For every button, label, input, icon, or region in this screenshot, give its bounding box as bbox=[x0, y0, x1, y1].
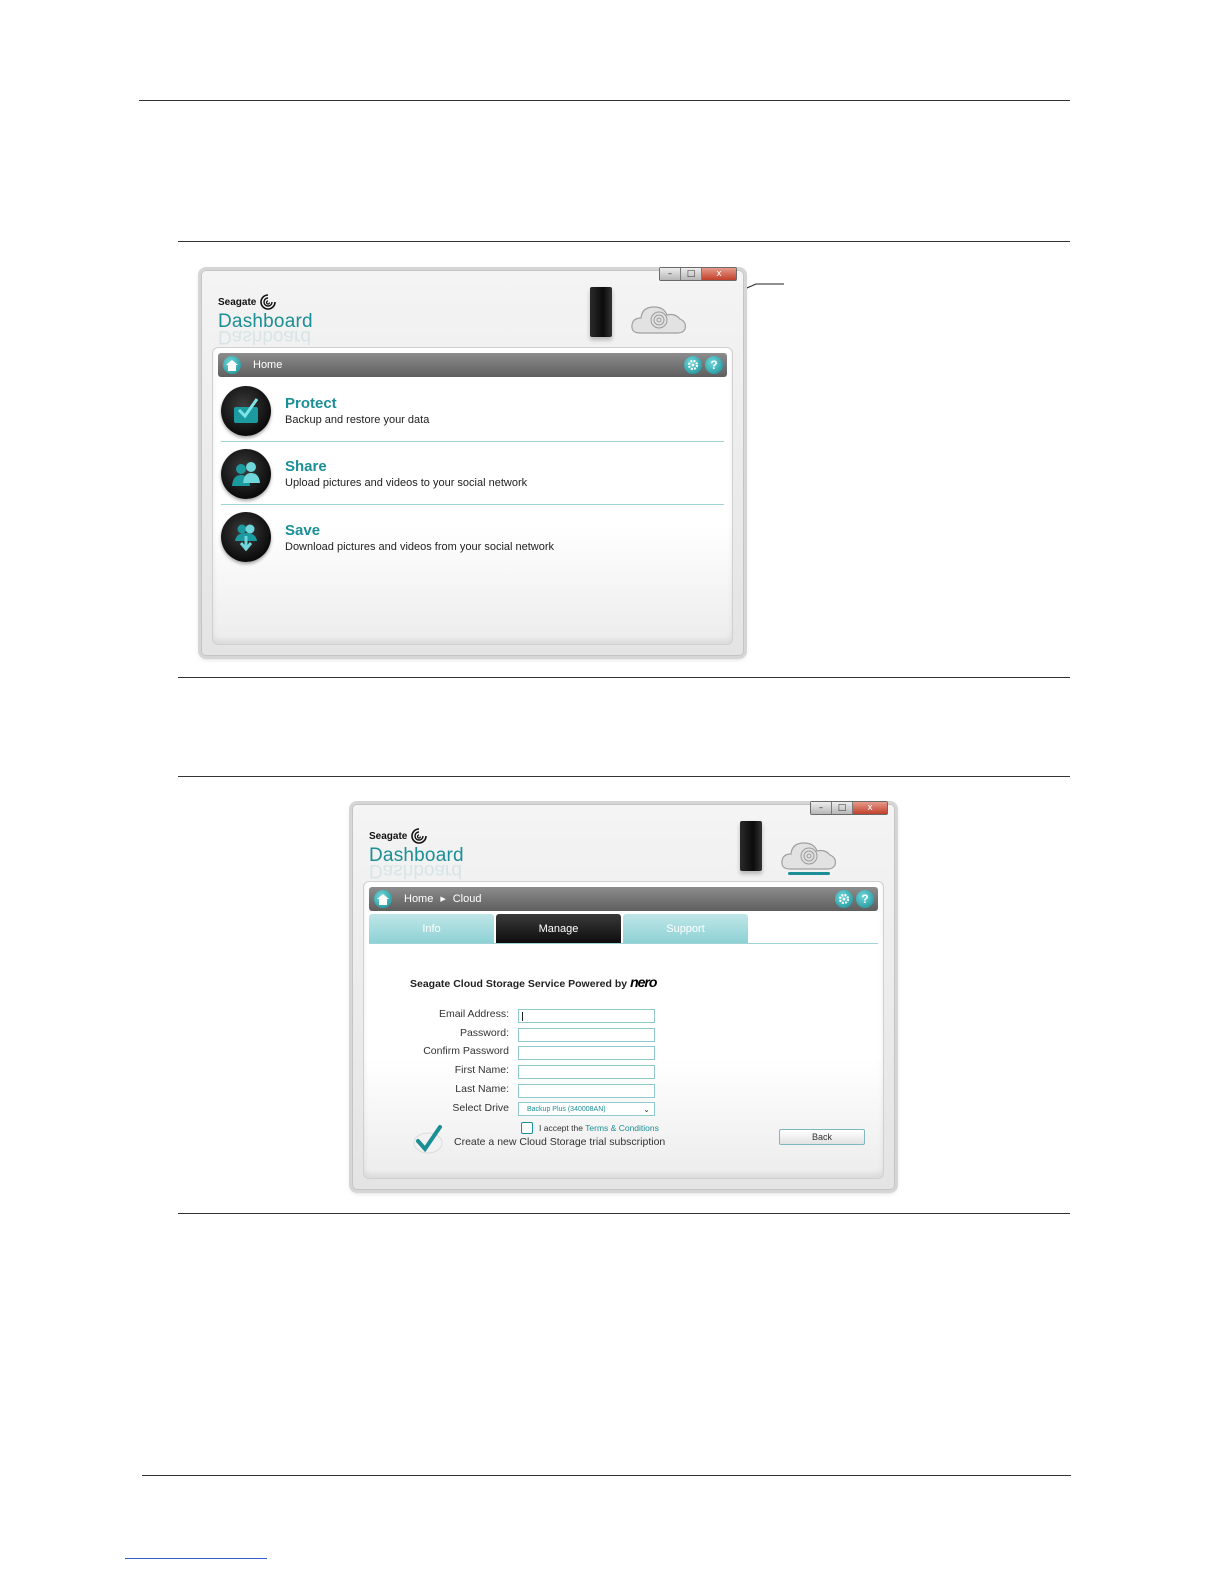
breadcrumb-current: Cloud bbox=[452, 893, 482, 905]
nero-logo: nero bbox=[630, 974, 657, 990]
last-name-field[interactable] bbox=[518, 1084, 655, 1098]
password-label: Password: bbox=[459, 1027, 509, 1039]
figure1-top-rule bbox=[178, 241, 1070, 242]
breadcrumb-arrow-icon: ▶ bbox=[440, 896, 446, 903]
confirm-password-field[interactable] bbox=[518, 1046, 655, 1060]
breadcrumb-home[interactable]: Home bbox=[253, 359, 283, 371]
form-title-text: Seagate Cloud Storage Service Powered by bbox=[410, 978, 628, 990]
breadcrumb-home[interactable]: Home bbox=[404, 893, 434, 905]
cloud-icon[interactable] bbox=[630, 301, 688, 337]
brand-reflection: Dashboard bbox=[369, 860, 462, 881]
maximize-button[interactable]: □ bbox=[681, 268, 702, 280]
first-name-label: First Name: bbox=[454, 1064, 509, 1076]
text-cursor bbox=[522, 1012, 523, 1021]
close-button[interactable]: x bbox=[853, 802, 887, 814]
navigation-bar bbox=[218, 353, 727, 377]
select-drive-dropdown[interactable] bbox=[518, 1102, 655, 1116]
menu-title: Protect bbox=[285, 395, 337, 412]
terms-link[interactable]: Terms & Conditions bbox=[585, 1123, 659, 1133]
first-name-field[interactable] bbox=[518, 1065, 655, 1079]
dashboard-home-window bbox=[201, 270, 744, 656]
password-field[interactable] bbox=[518, 1028, 655, 1042]
menu-item-protect[interactable] bbox=[221, 380, 724, 442]
tab-info[interactable]: Info bbox=[369, 914, 494, 943]
menu-description: Backup and restore your data bbox=[285, 414, 430, 426]
tab-bar bbox=[369, 914, 878, 944]
seagate-logo bbox=[369, 827, 464, 881]
menu-title: Save bbox=[285, 521, 321, 539]
cloud-panel bbox=[363, 881, 884, 1179]
save-icon bbox=[221, 512, 271, 562]
dashboard-cloud-window bbox=[352, 804, 895, 1190]
seagate-swirl-icon bbox=[409, 827, 429, 845]
menu-item-share[interactable] bbox=[221, 443, 724, 505]
window-controls bbox=[659, 267, 737, 281]
brand-company: Seagate bbox=[369, 830, 408, 842]
tab-manage[interactable]: Manage bbox=[496, 914, 621, 943]
cloud-icon[interactable] bbox=[780, 837, 838, 877]
settings-gear-icon[interactable] bbox=[835, 890, 853, 908]
email-field[interactable] bbox=[518, 1009, 655, 1023]
terms-prefix: I accept the bbox=[539, 1123, 583, 1133]
close-button[interactable]: x bbox=[702, 268, 736, 280]
terms-text bbox=[539, 1123, 659, 1133]
menu-description: Download pictures and videos from your social network bbox=[285, 540, 555, 553]
brand-product: Dashboard bbox=[218, 311, 313, 332]
minimize-button[interactable]: – bbox=[811, 802, 832, 814]
menu-title: Share bbox=[285, 458, 327, 475]
last-name-label: Last Name: bbox=[455, 1083, 509, 1095]
minimize-button[interactable]: – bbox=[660, 268, 681, 280]
maximize-button[interactable]: □ bbox=[832, 802, 853, 814]
back-button[interactable]: Back bbox=[779, 1129, 865, 1145]
drive-icon[interactable] bbox=[740, 821, 762, 871]
figure2-bottom-rule bbox=[178, 1213, 1070, 1214]
menu-description: Upload pictures and videos to your social network bbox=[285, 477, 528, 489]
drive-icon[interactable] bbox=[590, 287, 612, 337]
home-icon[interactable] bbox=[374, 890, 392, 908]
header-rule bbox=[139, 100, 1070, 101]
brand-product: Dashboard bbox=[369, 845, 464, 866]
form-title bbox=[410, 974, 656, 990]
brand-reflection: Dashboard bbox=[218, 326, 311, 347]
navigation-bar bbox=[369, 887, 878, 911]
seagate-swirl-icon bbox=[258, 293, 278, 311]
trial-subscription-text[interactable]: Create a new Cloud Storage trial subscription bbox=[454, 1136, 666, 1148]
home-icon[interactable] bbox=[223, 356, 241, 374]
checkmark-icon bbox=[412, 1123, 446, 1155]
tab-support[interactable]: Support bbox=[623, 914, 748, 943]
window-controls bbox=[810, 801, 888, 815]
home-panel bbox=[212, 347, 733, 645]
confirm-password-label: Confirm Password bbox=[423, 1045, 509, 1057]
footer-link-underline bbox=[125, 1558, 267, 1559]
email-label: Email Address: bbox=[438, 1008, 509, 1020]
seagate-logo bbox=[218, 293, 313, 347]
share-icon bbox=[221, 449, 271, 499]
terms-checkbox[interactable] bbox=[521, 1122, 533, 1134]
footer-rule bbox=[142, 1475, 1071, 1476]
select-drive-value: Backup Plus (340008AN) bbox=[527, 1105, 606, 1113]
figure2-top-rule bbox=[178, 776, 1070, 777]
help-icon[interactable]: ? bbox=[856, 890, 874, 908]
help-icon[interactable]: ? bbox=[705, 356, 723, 374]
select-drive-label: Select Drive bbox=[452, 1102, 509, 1114]
menu-item-save[interactable] bbox=[221, 506, 724, 568]
protect-icon bbox=[221, 386, 271, 436]
figure1-bottom-rule bbox=[178, 677, 1070, 678]
chevron-down-icon: ⌄ bbox=[643, 1104, 650, 1114]
settings-gear-icon[interactable] bbox=[684, 356, 702, 374]
brand-company: Seagate bbox=[218, 296, 257, 308]
